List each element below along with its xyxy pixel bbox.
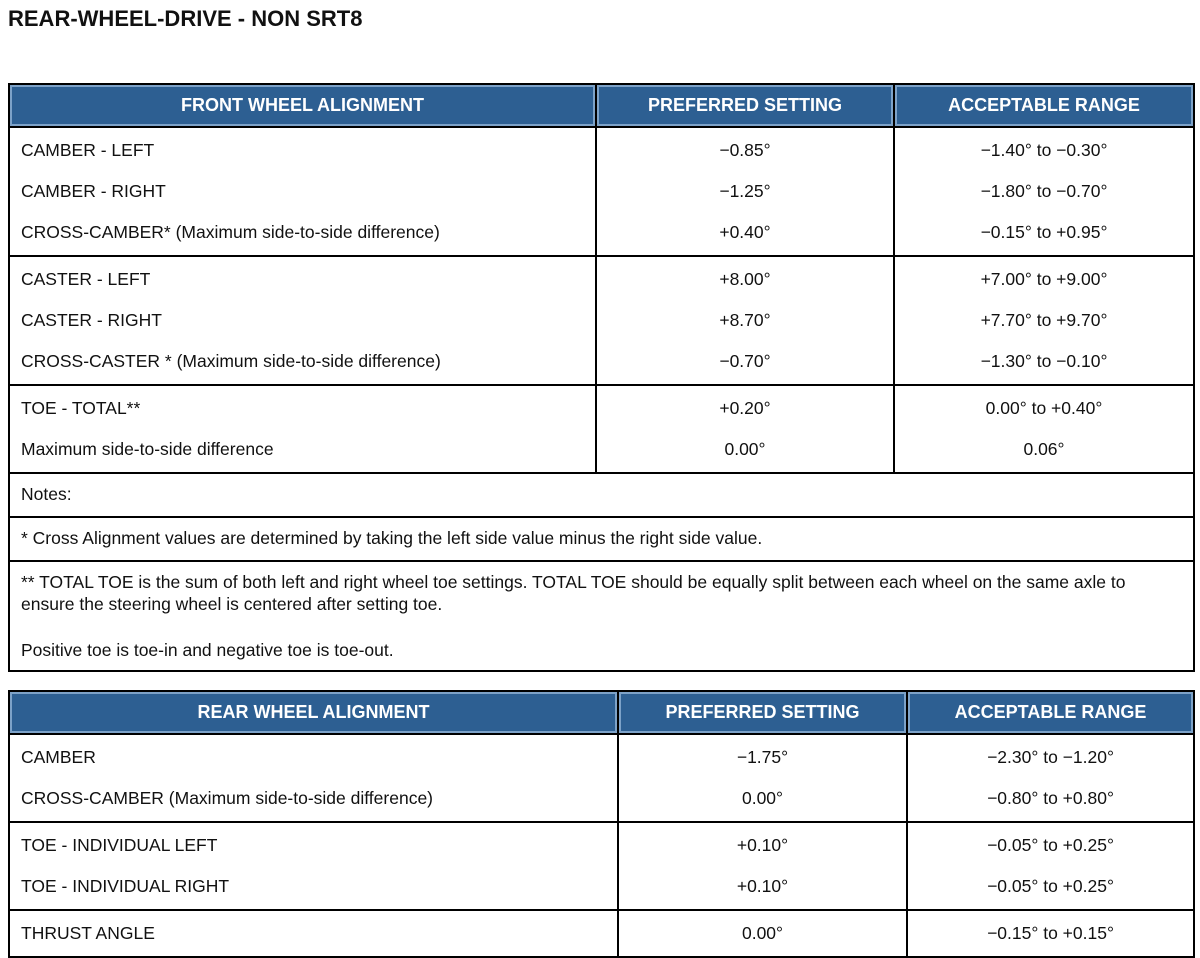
range-value: −1.40° to −0.30°	[980, 140, 1108, 160]
note-text: ** TOTAL TOE is the sum of both left and right wheel toe settings. TOTAL TOE should be equally split between each wheel on the same axle to ensure the steering wheel is centered after setting toe.	[21, 572, 1126, 614]
front-group-toe	[9, 385, 1194, 473]
range-value: −1.80° to −0.70°	[980, 181, 1108, 201]
row-label: CAMBER - RIGHT	[21, 181, 166, 201]
range-value: −0.05° to +0.25°	[987, 835, 1114, 855]
rear-toe-range	[907, 822, 1194, 910]
front-group-caster	[9, 256, 1194, 385]
rear-camber-preferred	[618, 734, 907, 822]
range-value: −2.30° to −1.20°	[987, 747, 1114, 767]
front-group-camber	[9, 127, 1194, 256]
rear-header-alignment: REAR WHEEL ALIGNMENT	[9, 691, 618, 734]
rear-wheel-alignment-table	[8, 690, 1195, 958]
preferred-value: −0.70°	[719, 351, 771, 371]
preferred-value: +0.10°	[736, 835, 789, 855]
front-camber-labels	[9, 127, 596, 256]
row-label: CASTER - LEFT	[21, 269, 151, 289]
rear-header-preferred: PREFERRED SETTING	[618, 691, 907, 734]
rear-thrust-labels	[9, 910, 618, 957]
note-text: Positive toe is toe-in and negative toe is toe-out.	[21, 640, 394, 660]
row-label: CROSS-CASTER * (Maximum side-to-side difference)	[21, 351, 441, 371]
rear-group-thrust	[9, 910, 1194, 957]
rear-toe-labels	[9, 822, 618, 910]
front-toe-range	[894, 385, 1194, 473]
notes-title	[9, 473, 1194, 517]
row-label: CROSS-CAMBER* (Maximum side-to-side difference)	[21, 222, 440, 242]
row-label: TOE - INDIVIDUAL RIGHT	[21, 876, 230, 896]
rear-thrust-preferred	[618, 910, 907, 957]
front-caster-preferred	[596, 256, 894, 385]
row-label: THRUST ANGLE	[21, 923, 155, 943]
note-text: * Cross Alignment values are determined by taking the left side value minus the right side value.	[21, 528, 763, 548]
front-camber-preferred	[596, 127, 894, 256]
row-label: TOE - INDIVIDUAL LEFT	[21, 835, 218, 855]
preferred-value: −0.85°	[719, 140, 771, 160]
preferred-value: −1.25°	[719, 181, 771, 201]
row-label: CAMBER	[21, 747, 96, 767]
range-value: −0.15° to +0.95°	[980, 222, 1108, 242]
front-camber-range	[894, 127, 1194, 256]
front-header-range: ACCEPTABLE RANGE	[894, 84, 1194, 127]
range-value: −0.80° to +0.80°	[987, 788, 1114, 808]
rear-camber-range	[907, 734, 1194, 822]
preferred-value: 0.00°	[741, 788, 784, 808]
range-value: 0.06°	[1023, 439, 1065, 459]
preferred-value: −1.75°	[736, 747, 789, 767]
preferred-value: +0.10°	[736, 876, 789, 896]
rear-camber-labels	[9, 734, 618, 822]
row-label: CAMBER - LEFT	[21, 140, 155, 160]
rear-group-camber	[9, 734, 1194, 822]
preferred-value: +0.20°	[719, 398, 771, 418]
front-toe-labels	[9, 385, 596, 473]
rear-group-toe	[9, 822, 1194, 910]
range-value: 0.00° to +0.40°	[985, 398, 1103, 418]
front-header-preferred: PREFERRED SETTING	[596, 84, 894, 127]
row-label: TOE - TOTAL**	[21, 398, 141, 418]
front-wheel-alignment-table	[8, 83, 1195, 672]
front-toe-preferred	[596, 385, 894, 473]
row-label: CROSS-CAMBER (Maximum side-to-side difference)	[21, 788, 434, 808]
range-value: +7.70° to +9.70°	[980, 310, 1108, 330]
front-header-row	[9, 84, 1194, 127]
range-value: −1.30° to −0.10°	[980, 351, 1108, 371]
rear-header-range: ACCEPTABLE RANGE	[907, 691, 1194, 734]
row-label: Maximum side-to-side difference	[21, 439, 274, 459]
rear-header-row	[9, 691, 1194, 734]
notes-heading: Notes:	[21, 484, 72, 504]
preferred-value: +8.00°	[719, 269, 771, 289]
front-caster-labels	[9, 256, 596, 385]
page-title: REAR-WHEEL-DRIVE - NON SRT8	[8, 6, 363, 31]
preferred-value: +0.40°	[719, 222, 771, 242]
note-cross-alignment	[9, 517, 1194, 561]
range-value: −0.15° to +0.15°	[987, 923, 1114, 943]
range-value: −0.05° to +0.25°	[987, 876, 1114, 896]
front-header-alignment: FRONT WHEEL ALIGNMENT	[9, 84, 596, 127]
rear-toe-preferred	[618, 822, 907, 910]
note-toe-row	[9, 561, 1194, 671]
notes-title-row	[9, 473, 1194, 517]
preferred-value: 0.00°	[724, 439, 766, 459]
note-cross-row	[9, 517, 1194, 561]
preferred-value: +8.70°	[719, 310, 771, 330]
row-label: CASTER - RIGHT	[21, 310, 162, 330]
note-total-toe	[9, 561, 1194, 671]
rear-thrust-range	[907, 910, 1194, 957]
preferred-value: 0.00°	[741, 923, 784, 943]
range-value: +7.00° to +9.00°	[980, 269, 1108, 289]
front-caster-range	[894, 256, 1194, 385]
